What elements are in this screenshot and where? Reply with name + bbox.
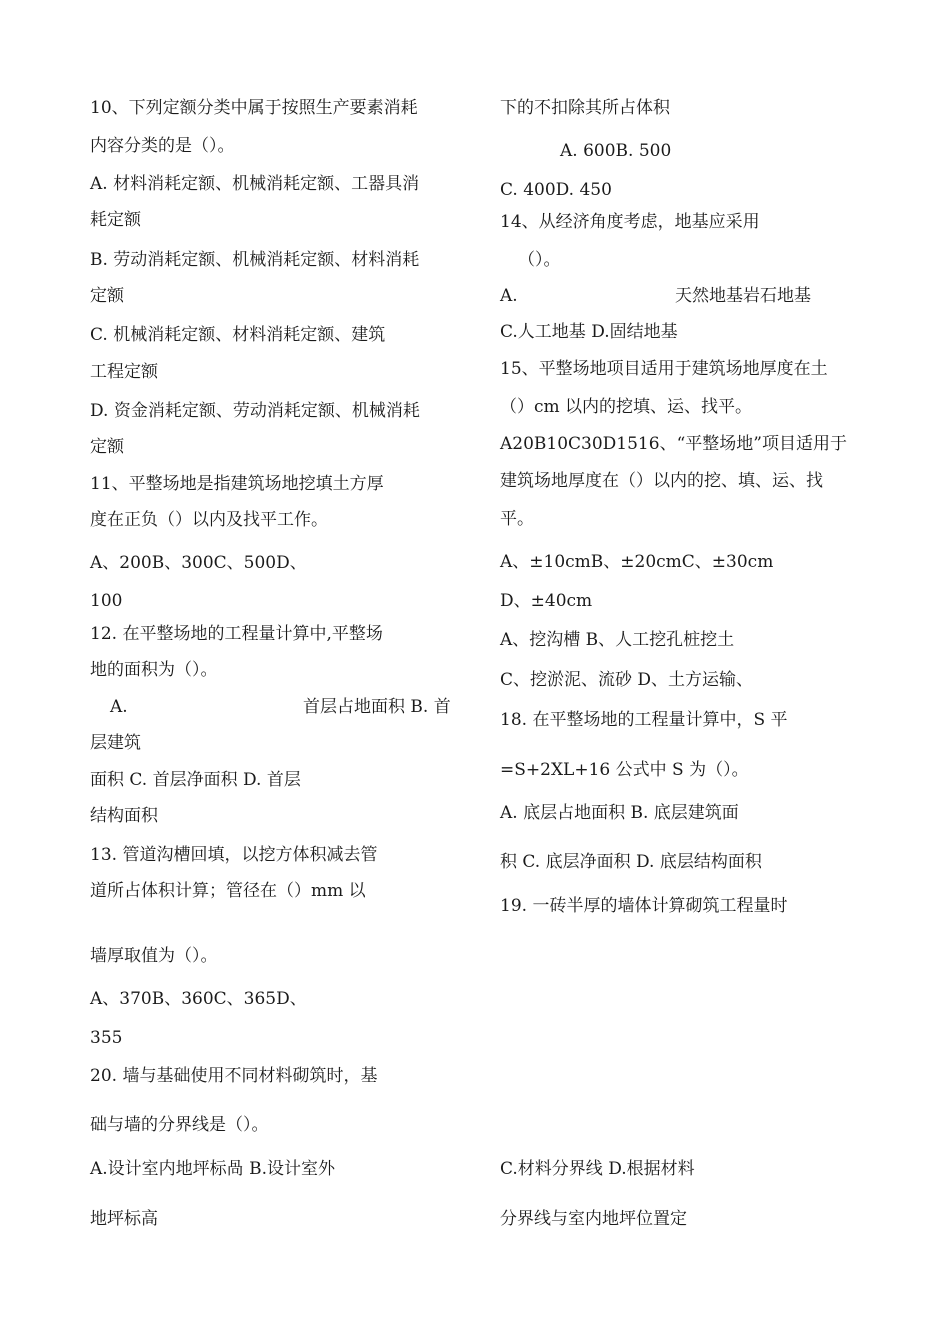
q20-stem-line2: 础与墙的分界线是（）。 bbox=[90, 1115, 269, 1135]
q12-options-cont1: 层建筑 bbox=[90, 733, 141, 753]
q16-options-abc: A、±10cmB、±20cmC、±30cm bbox=[500, 552, 774, 572]
q15-options-q16-stem: A20B10C30D1516、“平整场地”项目适用于 bbox=[500, 434, 847, 454]
q10-stem-line1: 10、下列定额分类中属于按照生产要素消耗 bbox=[90, 98, 418, 118]
q19-options-cont: 355 bbox=[90, 1028, 123, 1048]
q18-options-cd: 积 C. 底层净面积 D. 底层结构面积 bbox=[500, 852, 762, 872]
q10-stem-line2: 内容分类的是（）。 bbox=[90, 136, 235, 156]
q10-option-b: B. 劳动消耗定额、机械消耗定额、材料消耗 bbox=[90, 250, 420, 270]
q12-options: 首层占地面积 B. 首 bbox=[303, 697, 451, 717]
q16-option-d: D、±40cm bbox=[500, 591, 593, 611]
q14-stem-line2: （）。 bbox=[518, 250, 561, 270]
q20-options-cd-cont: 分界线与室内地坪位置定 bbox=[500, 1209, 687, 1229]
q16-stem-line2: 建筑场地厚度在（）以内的挖、填、运、找 bbox=[500, 471, 823, 491]
q17-options-ab: A、挖沟槽 B、人工挖孔桩挖土 bbox=[500, 630, 735, 650]
q12-stem-line2: 地的面积为（）。 bbox=[90, 660, 218, 680]
q11-options: A、200B、300C、500D、 bbox=[90, 553, 307, 573]
q13-options-cd: C. 400D. 450 bbox=[500, 180, 612, 200]
q14-option-a-label: A. bbox=[500, 286, 518, 306]
q10-option-d-cont: 定额 bbox=[90, 437, 124, 457]
q13-stem-line2: 道所占体积计算；管径在（）mm 以 bbox=[90, 881, 366, 901]
q15-stem-line2: （）cm 以内的挖填、运、找平。 bbox=[500, 397, 753, 417]
q18-options-ab: A. 底层占地面积 B. 底层建筑面 bbox=[500, 803, 739, 823]
q10-option-a-cont: 耗定额 bbox=[90, 210, 141, 230]
q12-stem-line1: 12. 在平整场地的工程量计算中,平整场 bbox=[90, 624, 383, 644]
q18-stem-line2: =S+2XL+16 公式中 S 为（）。 bbox=[500, 760, 749, 780]
q17-options-cd: C、挖淤泥、流砂 D、土方运输、 bbox=[500, 670, 754, 690]
q19-options: A、370B、360C、365D、 bbox=[90, 989, 307, 1009]
q14-options-cd: C.人工地基 D.固结地基 bbox=[500, 322, 678, 342]
q11-stem-line2: 度在正负（）以内及找平工作。 bbox=[90, 510, 328, 530]
q12-options-cont2: 面积 C. 首层净面积 D. 首层 bbox=[90, 770, 301, 790]
q20-options-ab: A.设计室内地坪标咼 B.设计室外 bbox=[90, 1159, 335, 1179]
q10-option-c-cont: 工程定额 bbox=[90, 362, 158, 382]
q12-option-a-label: A. bbox=[110, 697, 128, 717]
q13-stem-line3: 下的不扣除其所占体积 bbox=[500, 98, 670, 118]
q18-stem-line1: 18. 在平整场地的工程量计算中，S 平 bbox=[500, 710, 788, 730]
q14-stem-line1: 14、从经济角度考虑，地基应采用 bbox=[500, 212, 760, 232]
q15-stem-line1: 15、平整场地项目适用于建筑场地厚度在土 bbox=[500, 359, 828, 379]
q12-options-cont3: 结构面积 bbox=[90, 806, 158, 826]
q10-option-a: A. 材料消耗定额、机械消耗定额、工器具消 bbox=[90, 174, 420, 194]
q19-stem-line1: 19. 一砖半厚的墙体计算砌筑工程量时 bbox=[500, 896, 788, 916]
q20-stem-line1: 20. 墙与基础使用不同材料砌筑时，基 bbox=[90, 1066, 378, 1086]
q11-options-cont: 100 bbox=[90, 591, 123, 611]
q14-options-ab: 天然地基岩石地基 bbox=[675, 286, 811, 306]
q10-option-b-cont: 定额 bbox=[90, 286, 124, 306]
q20-options-ab-cont: 地坪标高 bbox=[90, 1209, 158, 1229]
q10-option-c: C. 机械消耗定额、材料消耗定额、建筑 bbox=[90, 325, 386, 345]
q13-options-ab: A. 600B. 500 bbox=[560, 141, 672, 161]
q10-option-d: D. 资金消耗定额、劳动消耗定额、机械消耗 bbox=[90, 401, 420, 421]
q13-stem-line1: 13. 管道沟槽回填，以挖方体积减去管 bbox=[90, 845, 378, 865]
q19-stem-cont: 墙厚取值为（）。 bbox=[90, 946, 218, 966]
q16-stem-line3: 平。 bbox=[500, 509, 534, 529]
q11-stem-line1: 11、平整场地是指建筑场地挖填土方厚 bbox=[90, 474, 384, 494]
q20-options-cd: C.材料分界线 D.根据材料 bbox=[500, 1159, 695, 1179]
